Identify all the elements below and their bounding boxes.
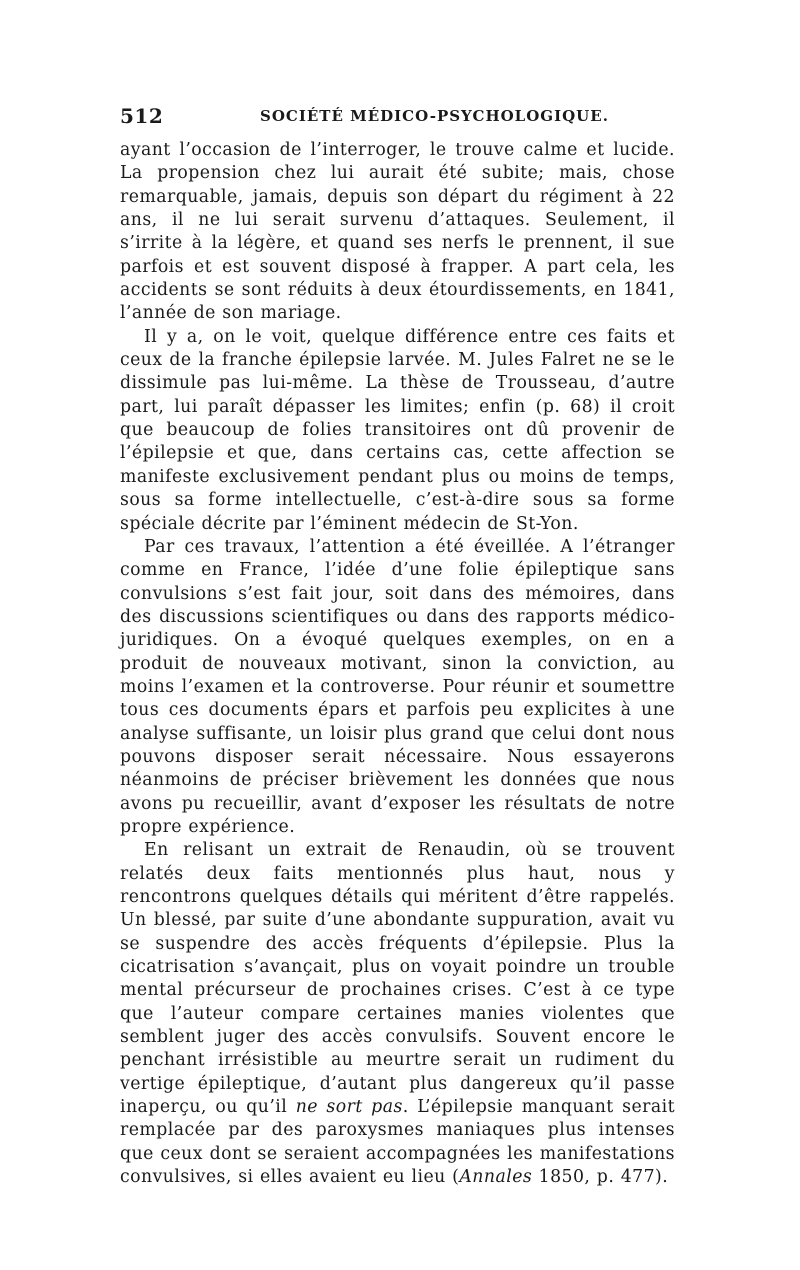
paragraph-4 <box>120 839 675 1189</box>
page-number: 512 <box>120 104 164 128</box>
italic-annales: Annales <box>459 1167 533 1188</box>
paragraph-4-part-2: . L’épilepsie manquant serait remplacée par des paroxysmes maniaques plus intenses que ceux dont se seraient accompagnées les manifestations convulsives, si elles avaient eu lieu ( <box>120 1097 675 1188</box>
paragraph-1: ayant l’occasion de l’interroger, le trouve calme et lucide. La propension chez lui aurait été subite; mais, chose remarquable, jamais, depuis son départ du régiment à 22 ans, il ne lui serait survenu d’attaques. Seulement, il s’irrite à la légère, et quand ses nerfs le prennent, il sue parfois et est souvent disposé à frapper. A part cela, les accidents se sont réduits à deux étourdissements, en 1841, l’année de son mariage. <box>120 140 675 324</box>
body-text <box>120 139 675 1189</box>
paragraph-4-part-1: En relisant un extrait de Renaudin, où se trouvent relatés deux faits mentionnés plus haut, nous y rencontrons quelques détails qui méritent d’être rappelés. Un blessé, par suite d’une abondante suppuration, avait vu se suspendre des accès fréquents d’épilepsie. Plus la cicatrisation s’avançait, plus on voyait poindre un trouble mental précurseur de prochaines crises. C’est à ce type que l’auteur compare certaines manies violentes que semblent juger des accès convulsifs. Souvent encore le penchant irrésistible au meurtre serait un rudiment du vertige épileptique, d’autant plus dangereux qu’il passe inaperçu, ou qu’il <box>120 840 675 1118</box>
paragraph-4-part-3: 1850, p. 477). <box>532 1167 669 1188</box>
paragraph-3: Par ces travaux, l’attention a été éveillée. A l’étranger comme en France, l’idée d’une folie épileptique sans convulsions s’est fait jour, soit dans des mémoires, dans des discussions scientifiques ou dans des rapports médico-juridiques. On a évoqué quelques exemples, on en a produit de nouveaux motivant, sinon la conviction, au moins l’examen et la controverse. Pour réunir et soumettre tous ces documents épars et parfois peu explicites à une analyse suffisante, un loisir plus grand que celui dont nous pouvons disposer serait nécessaire. Nous essayerons néanmoins de préciser brièvement les données que nous avons pu recueillir, avant d’exposer les résultats de notre propre expérience. <box>120 536 675 837</box>
running-head <box>120 104 680 130</box>
paragraph-2: Il y a, on le voit, quelque différence entre ces faits et ceux de la franche épilepsie larvée. M. Jules Falret ne se le dissimule pas lui-même. La thèse de Trousseau, d’autre part, lui paraît dépasser les limites; enfin (p. 68) il croit que beaucoup de folies transitoires ont dû provenir de l’épilepsie et que, dans certains cas, cette affection se manifeste exclusivement pendant plus ou moins de temps, sous sa forme intellectuelle, c’est-à-dire sous sa forme spéciale décrite par l’éminent médecin de St-Yon. <box>120 326 675 534</box>
running-title: SOCIÉTÉ MÉDICO-PSYCHOLOGIQUE. <box>260 107 609 125</box>
italic-phrase-ne-sort-pas: ne sort pas <box>295 1097 403 1118</box>
